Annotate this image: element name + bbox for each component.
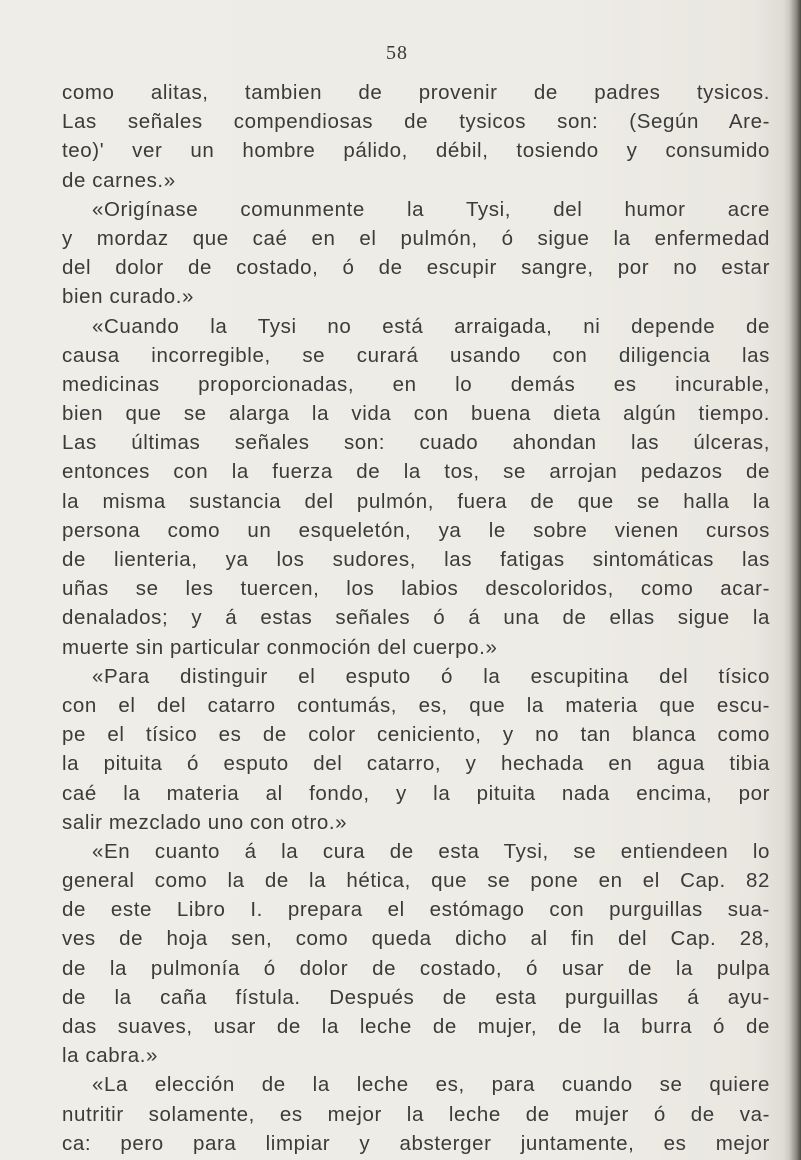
text-line: «En cuanto á la cura de esta Tysi, se entiendeen lo [92, 839, 770, 863]
text-line: bien curado.» [62, 285, 195, 309]
text-line: persona como un esqueletón, ya le sobre vienen cursos [62, 518, 770, 542]
text-line: de la pulmonía ó dolor de costado, ó usar de la pulpa [62, 956, 770, 980]
text-line: de lienteria, ya los sudores, las fatigas sintomáticas las [62, 548, 770, 571]
page-number: 58 [386, 42, 408, 64]
text-line: bien que se alarga la vida con buena dieta algún tiempo. [62, 402, 770, 426]
page-edge-shadow [783, 0, 801, 1160]
text-line: caé la materia al fondo, y la pituita nada encima, por [62, 781, 770, 805]
text-line: la cabra.» [62, 1044, 159, 1068]
text-line: uñas se les tuercen, los labios descoloridos, como acar- [62, 577, 770, 601]
text-line: la pituita ó esputo del catarro, y hechada en agua tibia [62, 752, 770, 776]
text-line: con el del catarro contumás, es, que la materia que escu- [62, 693, 770, 717]
text-line: ca: pero para limpiar y absterger juntamente, es mejor [62, 1131, 770, 1155]
text-line: de este Libro I. prepara el estómago con purguillas sua- [62, 898, 770, 922]
text-line: del dolor de costado, ó de escupir sangre, por no estar [62, 256, 770, 280]
text-line: nutritir solamente, es mejor la leche de mujer ó de va- [62, 1102, 770, 1126]
text-line: y mordaz que caé en el pulmón, ó sigue la enfermedad [62, 226, 770, 250]
text-line: medicinas proporcionadas, en lo demás es incurable, [62, 372, 770, 396]
text-line: ves de hoja sen, como queda dicho al fin del Cap. 28, [62, 927, 770, 951]
text-line: de carnes.» [62, 168, 176, 192]
text-line: «Cuando la Tysi no está arraigada, ni depende de [92, 314, 770, 338]
text-line: Las últimas señales son: cuado ahondan las úlceras, [62, 431, 770, 455]
text-line: como alitas, tambien de provenir de padres tysicos. [62, 81, 770, 104]
text-line: salir mezclado uno con otro.» [62, 810, 348, 834]
text-line: pe el tísico es de color ceniciento, y no tan blanca como [62, 723, 770, 747]
text-line: general como la de la hética, que se pone en el Cap. 82 [62, 869, 770, 893]
text-line: muerte sin particular conmoción del cuerpo.» [62, 635, 498, 659]
text-line: «Origínase comunmente la Tysi, del humor acre [92, 197, 770, 221]
text-line: denalados; y á estas señales ó á una de ellas sigue la [62, 606, 770, 630]
text-line: entonces con la fuerza de la tos, se arrojan pedazos de [62, 460, 770, 484]
text-line: la misma sustancia del pulmón, fuera de que se halla la [62, 489, 770, 513]
text-line: causa incorregible, se curará usando con diligencia las [62, 343, 770, 367]
text-line: Las señales compendiosas de tysicos son: (Según Are- [62, 110, 770, 134]
text-line: das suaves, usar de la leche de mujer, de la burra ó de [62, 1015, 770, 1038]
text-line: teo)' ver un hombre pálido, débil, tosiendo y consumido [62, 139, 770, 163]
text-line: «La elección de la leche es, para cuando se quiere [92, 1073, 770, 1097]
body-text [62, 78, 770, 1158]
text-line: «Para distinguir el esputo ó la escupitina del tísico [92, 664, 770, 688]
text-line: de la caña fístula. Después de esta purguillas á ayu- [62, 985, 770, 1009]
